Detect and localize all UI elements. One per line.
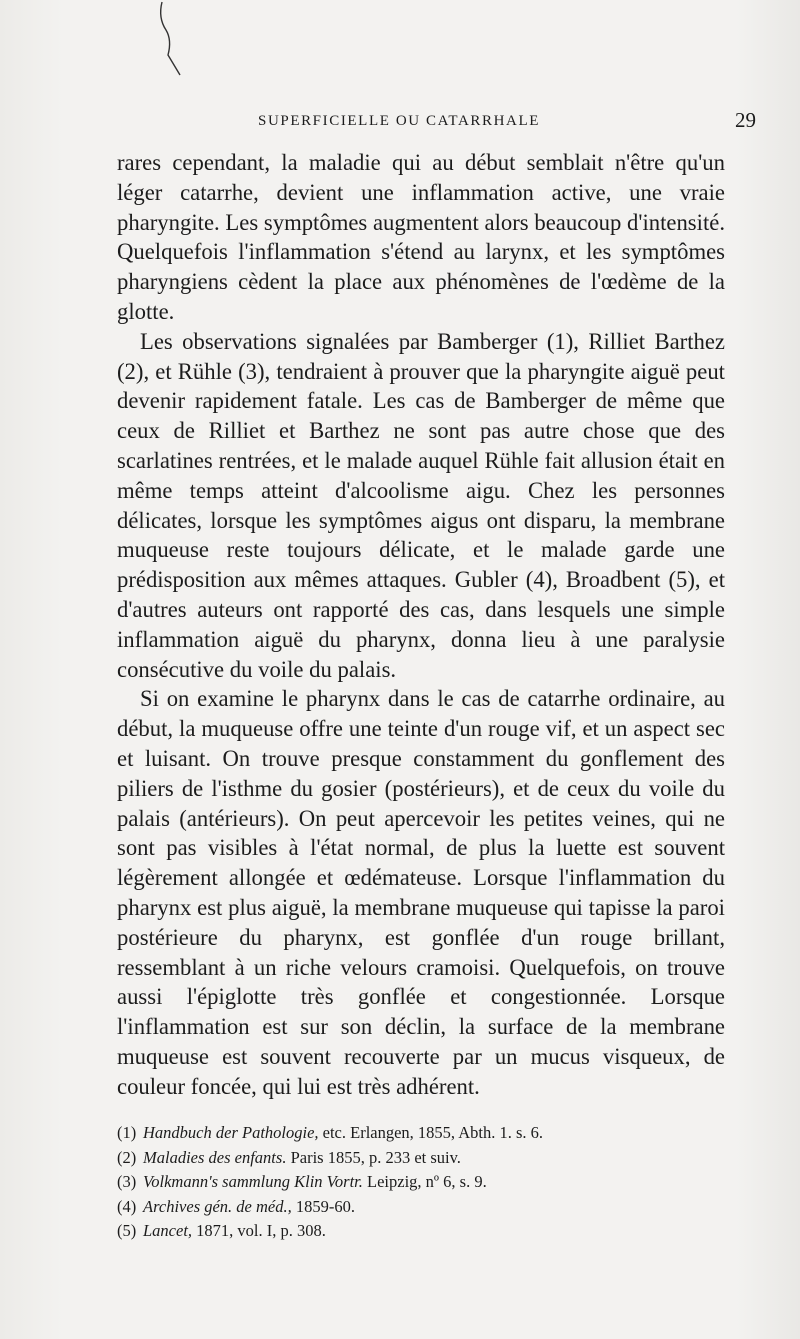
- paragraph-2: Les observations signalées par Bamberger (1), Rilliet Barthez (2), et Rühle (3), tendraient à prouver que la pharyngite aiguë peut devenir rapidement fatale. Les cas de Bamberger de même que ceux de Rilliet et Barthez ne sont pas autre chose que des scarlatines rentrées, et le malade auquel Rühle fait allusion était en même temps atteint d'alcoolisme aigu. Chez les personnes délicates, lorsque les symptômes aigus ont disparu, la membrane muqueuse reste toujours délicate, et le malade garde une prédisposition aux mêmes attaques. Gubler (4), Broadbent (5), et d'autres auteurs ont rapporté des cas, dans lesquels une simple inflammation aiguë du pharynx, donna lieu à une paralysie consécutive du voile du palais.: [117, 328, 725, 682]
- footnotes: [117, 1121, 717, 1244]
- page-number: 29: [735, 108, 756, 132]
- paragraph-3: Si on examine le pharynx dans le cas de catarrhe ordinaire, au début, la muqueuse offre une teinte d'un rouge vif, et un aspect sec et luisant. On trouve presque constamment du gonflement des piliers de l'isthme du gosier (postérieurs), et de ceux du voile du palais (antérieurs). On peut apercevoir les petites veines, qui ne sont pas visibles à l'état normal, de plus la luette est souvent légèrement allongée et œdémateuse. Lorsque l'inflammation du pharynx est plus aiguë, la membrane muqueuse qui tapisse la paroi postérieure du pharynx, est gonflée d'un rouge brillant, ressemblant à un riche velours cramoisi. Quelquefois, on trouve aussi l'épiglotte très gonflée et congestionnée. Lorsque l'inflammation est sur son déclin, la surface de la membrane muqueuse est souvent recouverte par un mucus visqueux, de couleur foncée, qui lui est très adhérent.: [117, 686, 725, 1099]
- paragraph-1: rares cependant, la maladie qui au début semblait n'être qu'un léger catarrhe, devient une inflammation active, une vraie pharyngite. Les symptômes augmentent alors beaucoup d'intensité. Quelquefois l'inflammation s'étend au larynx, et les symptômes pharyngiens cèdent la place aux phénomènes de l'œdème de la glotte.: [117, 150, 725, 324]
- footnote-4: (4) Archives gén. de méd., 1859-60.: [117, 1196, 355, 1216]
- footnote-2: (2) Maladies des enfants. Paris 1855, p. 233 et suiv.: [117, 1147, 461, 1167]
- footnote-1: (1) Handbuch der Pathologie, etc. Erlangen, 1855, Abth. 1. s. 6.: [117, 1123, 544, 1142]
- footnote-3: (3) Volkmann's sammlung Klin Vortr. Leipzig, nº 6, s. 9.: [117, 1172, 487, 1191]
- running-header: SUPERFICIELLE OU CATARRHALE: [258, 113, 541, 129]
- main-text: [117, 148, 725, 1102]
- footnote-5: (5) Lancet, 1871, vol. I, p. 308.: [117, 1221, 326, 1240]
- pencil-mark: [150, 0, 200, 90]
